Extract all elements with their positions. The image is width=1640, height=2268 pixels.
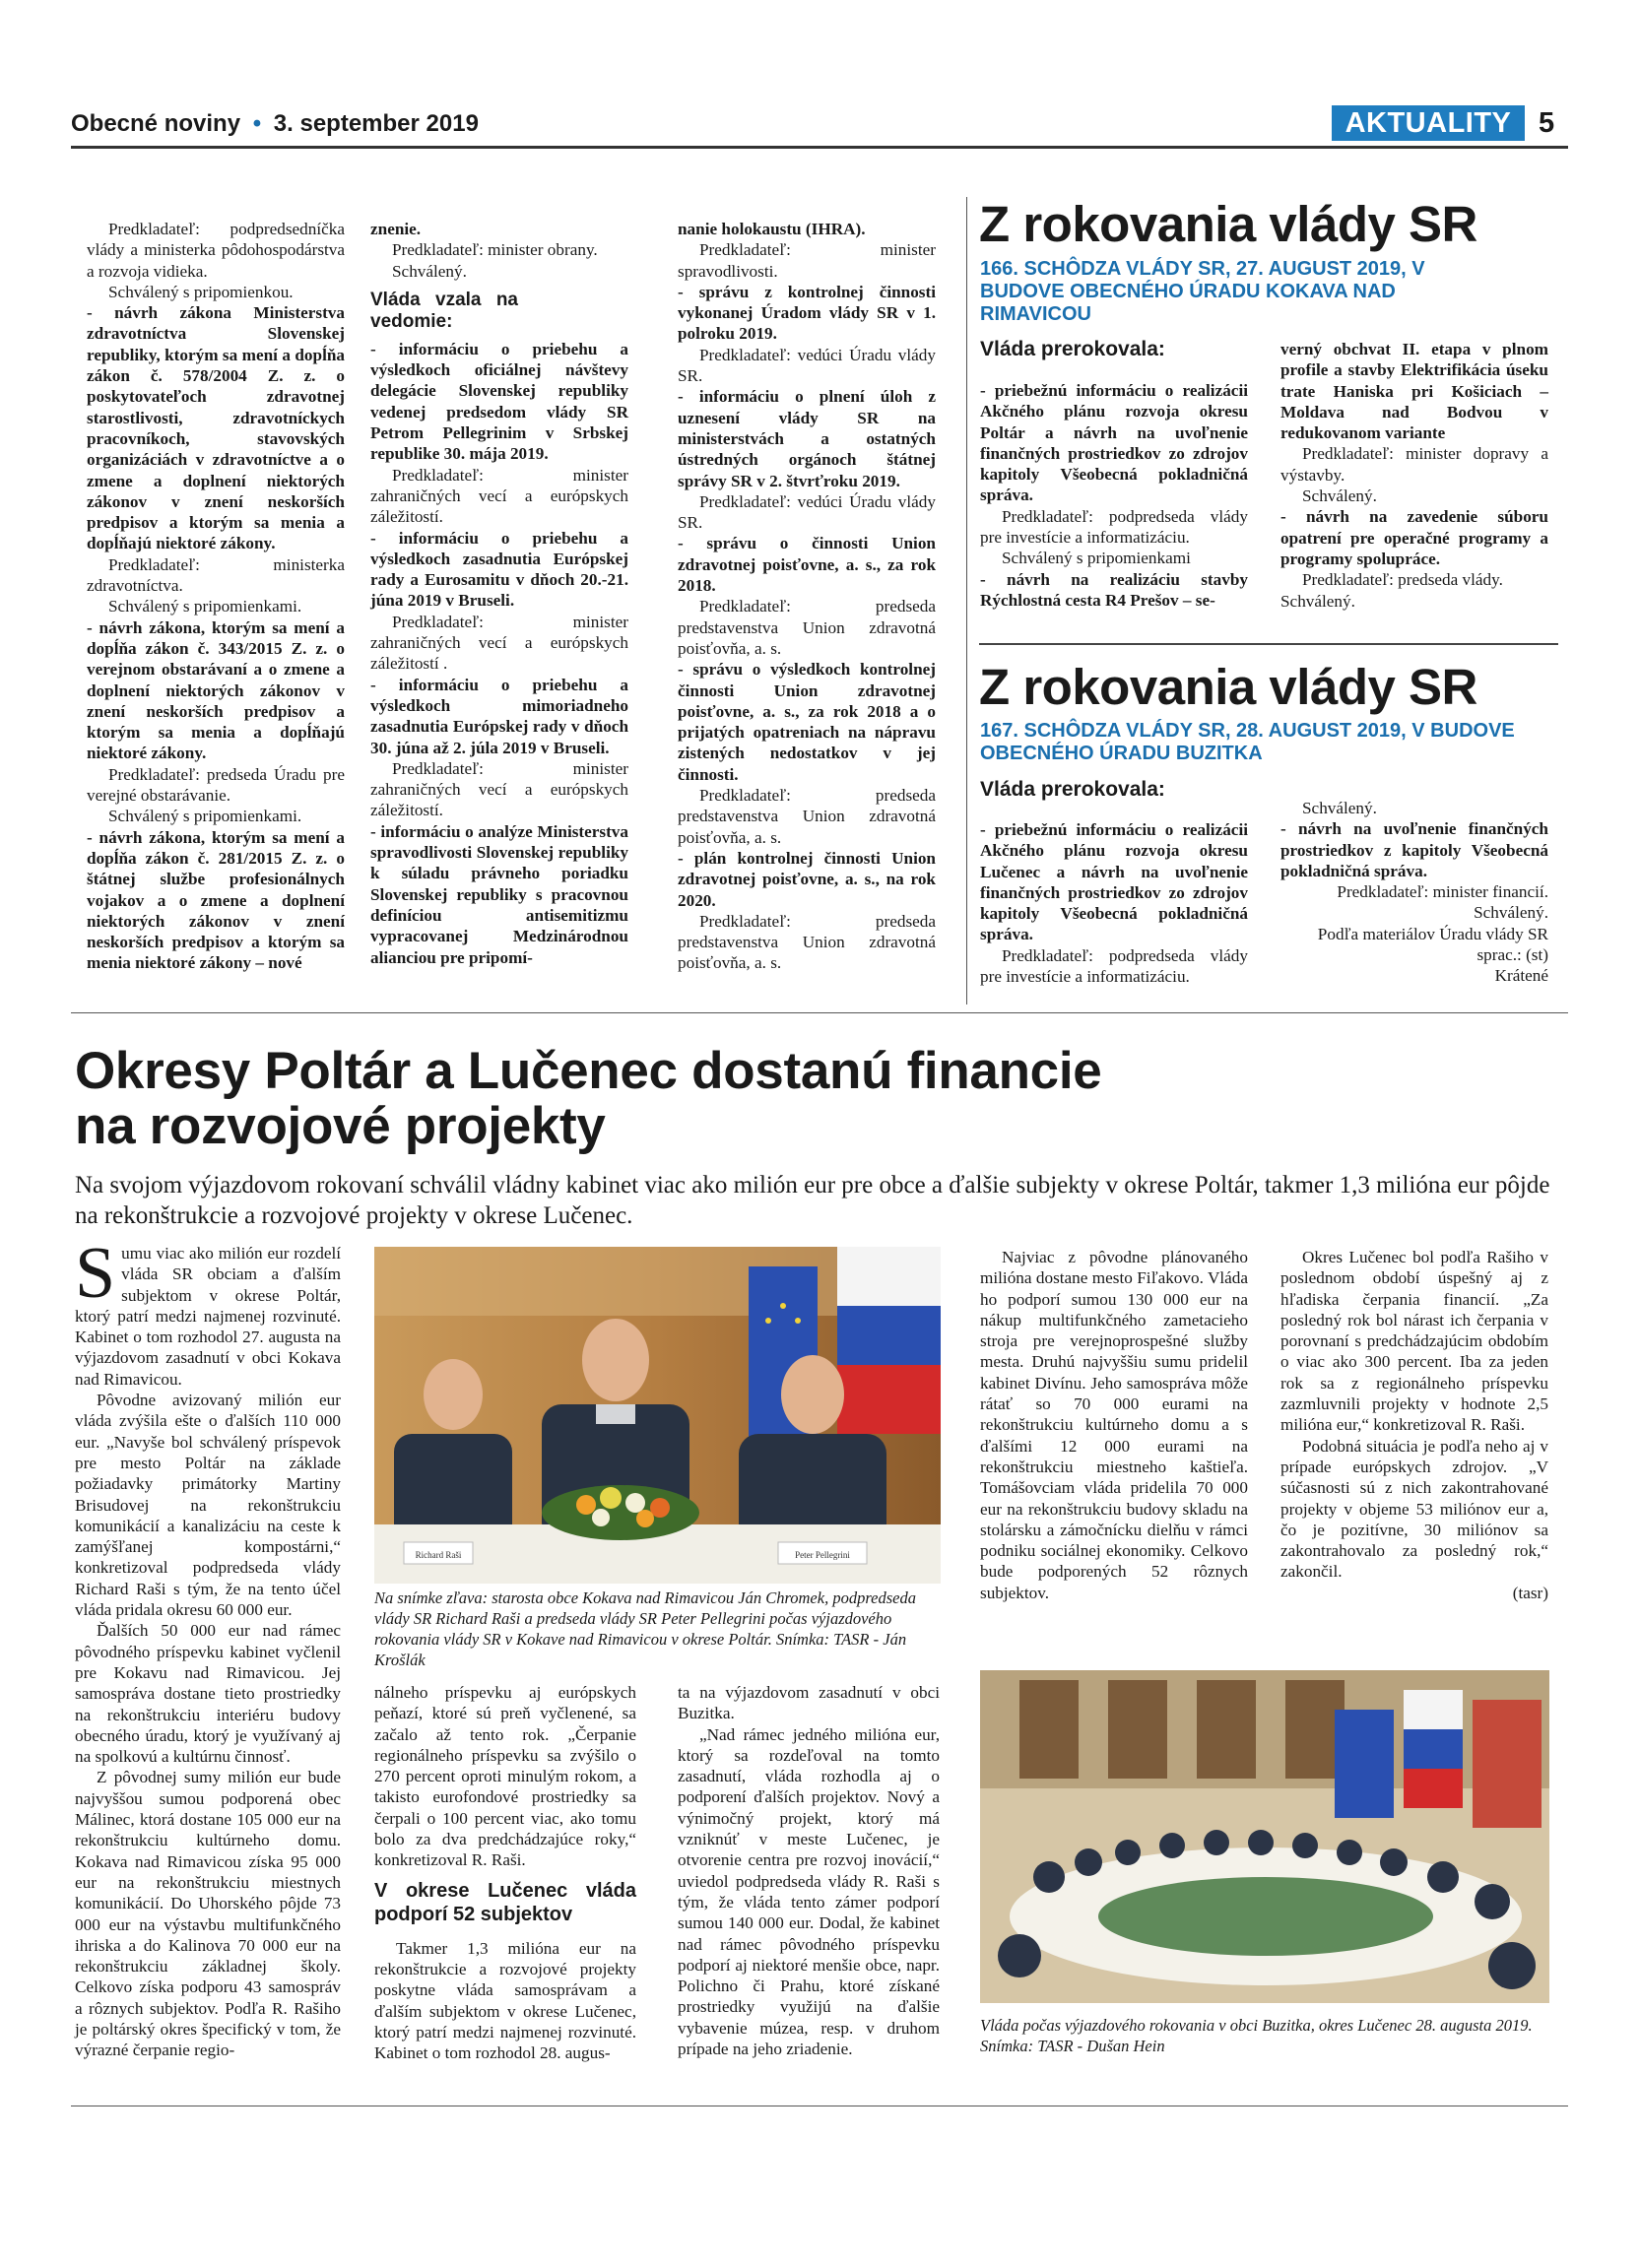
article-top-rule	[71, 1012, 1568, 1013]
page-number: 5	[1539, 107, 1555, 139]
box1-title: Z rokovania vlády SR	[979, 196, 1477, 252]
subheading-vlada-vzala: Vláda vzala na vedomie:	[370, 289, 518, 332]
article-column-4: Najviac z pôvodne plánovaného milióna dostane mesto Fiľakovo. Vláda ho podporí sumou 130 000 eur na nákup multifunkčného zametacieho stroja pre verejnoprospešné služby mesta. Druhú najvyššiu sumu pridelil kabinet Divínu. Jeho samospráva môže rátať so 70 000 eurami na rekonštrukciu kultúrneho domu a s ďalšími 12 000 eurami na rekonštrukciu miestneho kaštieľa. Tomášovciam vláda pridelila 70 000 eur na rekonštrukciu budovy skladu na stolársku a zámočnícku dielňu v rámci podniku sociálnej ekonomiky. Celkovo bude podporených 52 rôznych subjektov.	[980, 1248, 1248, 1602]
box1-column-a: - priebežnú informáciu o realizácii Akčného plánu rozvoja okresu Poltár a návrh na uvoľnenie finančných prostriedkov zo zdrojov kapitoly Všeobecná pokladničná správa. Predkladateľ: podpredseda vlády pre investície a informatizáciu. Schválený s pripomienkami - návrh na realizáciu stavby Rýchlostná cesta R4 Prešov – se-	[980, 381, 1248, 610]
photo2-illustration	[980, 1670, 1549, 2003]
box2-heading: Vláda prerokovala:	[980, 778, 1165, 801]
article-lead: Na svojom výjazdovom rokovaní schválil vládny kabinet viac ako milión eur pre obce a ďalšie subjekty v okrese Poltár, takmer 1,3 milióna eur pôjde na rekonštrukcie a rozvojové projekty v okrese Lučenec.	[75, 1172, 1550, 1229]
photo1-illustration	[374, 1247, 941, 1584]
section-badge: AKTUALITY	[1332, 105, 1525, 141]
article-headline: Okresy Poltár a Lučenec dostanú financie na rozvojové projekty	[75, 1042, 1102, 1155]
separator-dot: •	[252, 110, 262, 137]
article-column-3: ta na výjazdovom zasadnutí v obci Buzitka. „Nad rámec jedného milióna eur, ktorý sa rozdeľoval na tomto zasadnutí, vláda rozhodla aj o podporení ďalších projektov. Nový a výnimočný projekt, ktorý má vzniknúť v meste Lučenec, je otvorenie centra pre rozvoj inovácií,“ uviedol podpredseda vlády R. Raši s tým, že vláda tento zámer podporí sumou 140 000 eur. Dodal, že kabinet nad rámec pôvodného príspevku podporí aj niektoré menšie obce, napr. Polichno či Prahu, ktoré získané prostriedky využijú na ďalšie vybavenie múzea, resp. v druhom prípade na jeho zriadenie.	[678, 1683, 940, 2059]
box1-heading: Vláda prerokovala:	[980, 338, 1165, 360]
box1-column-b: verný obchvat II. etapa v plnom profile a stavby Elektrifikácia úseku trate Haniska pri Košiciach – Moldava nad Bodvou v redukovanom variante Predkladateľ: minister dopravy a výstavby. Schválený. - návrh na zavedenie súboru opatrení pre operačné programy a programy spolupráce. Predkladateľ: predseda vlády. Schválený.	[1280, 340, 1548, 611]
article-column-5: Okres Lučenec bol podľa Rašiho v poslednom období úspešný aj z hľadiska čerpania financií. „Za posledný rok bol nárast ich čerpania v porovnaní s predchádzajúcim obdobím o viac ako 300 percent. Iba za jeden rok sa z regionálneho príspevku zazmluvnili projekty v hodnote 2,5 milióna eur,“ konkretizoval R. Raši. Podobná situácia je podľa neho aj v prípade európskych zdrojov. „V súčasnosti sú z nich zakontrahované projekty v objeme 53 miliónov eur a, čo je pozitívne, 30 miliónov sa zakontrahovalo za posledný rok,“ zakončil. (tasr)	[1280, 1248, 1548, 1602]
dropcap: S	[75, 1233, 116, 1314]
column-3: nanie holokaustu (IHRA). Predkladateľ: minister spravodlivosti. - správu z kontrolnej činnosti vykonanej Úradom vlády SR v 1. polroku 2019. Predkladateľ: vedúci Úradu vlády SR. - informáciu o plnení úloh z uznesení vlády SR na ministerstvách a ostatných ústredných orgánoch štátnej správy SR v 2. štvrťroku 2019. Predkladateľ: vedúci Úradu vlády SR. - správu o činnosti Union zdravotnej poisťovne, a. s., za rok 2018. Predkladateľ: predseda predstavenstva Union zdravotná poisťovňa, a. s. - správu o výsledkoch kontrolnej činnosti Union zdravotnej poisťovne, a. s., za rok 2018 a o prijatých opatreniach na nápravu zistených nedostatkov v jej činnosti. Predkladateľ: predseda predstavenstva Union zdravotná poisťovňa, a. s. - plán kontrolnej činnosti Union zdravotnej poisťovne, a. s., na rok 2020. Predkladateľ: predseda predstavenstva Union zdravotná poisťovňa, a. s.	[678, 220, 936, 973]
box2-column-a: - priebežnú informáciu o realizácii Akčného plánu rozvoja okresu Lučenec a návrh na uvoľnenie finančných prostriedkov zo zdrojov kapitoly Všeobecná pokladničná správa. Predkladateľ: podpredseda vlády pre investície a informatizáciu.	[980, 820, 1248, 987]
issue-date: 3. september 2019	[273, 110, 479, 137]
vertical-divider	[966, 197, 967, 1004]
author-signature: (tasr)	[1512, 1583, 1548, 1602]
box2-column-b: Schválený. - návrh na uvoľnenie finančných prostriedkov z kapitoly Všeobecná pokladničná správa. Predkladateľ: minister financií. Schválený. Podľa materiálov Úradu vlády SR sprac.: (st) Krátené	[1280, 799, 1548, 986]
box2-subtitle: 167. SCHÔDZA VLÁDY SR, 28. AUGUST 2019, V BUDOVE OBECNÉHO ÚRADU BUZITKA	[980, 720, 1515, 764]
photo-government-meeting-buzitka	[980, 1670, 1549, 2003]
masthead	[71, 110, 479, 138]
article-column-1: Sumu viac ako milión eur rozdelí vláda SR obciam a ďalším subjektom v okrese Poltár, ktorý patrí medzi najmenej rozvinuté. Kabinet o tom rozhodol 27. augusta na výjazdovom zasadnutí v obci Kokava nad Rimavicou. Pôvodne avizovaný milión eur vláda zvýšila ešte o ďalších 110 000 eur. „Navyše bol schválený príspevok pre mesto Poltár na základe požiadavky primátorky Martiny Brisudovej na rekonštrukciu komunikácií a kanalizáciu na ceste k zamýšľanej kompostárni,“ konkretizoval podpredseda vlády Richard Raši s tým, že na tento účel vláda pridala okresu 60 000 eur. Ďalších 50 000 eur nad rámec pôvodného príspevku kabinet vyčlenil pre Kokavu nad Rimavicou. Jej samospráva dostane tieto prostriedky na rekonštrukciu interiéru budovy obecného úradu, ktorý je využívaný aj na spolkovú a kultúrnu činnosť. Z pôvodnej sumy milión eur bude najvyššou sumou podporená obec Málinec, ktorá dostane 105 000 eur na rekonštrukciu kultúrneho domu. Kokava nad Rimavicou získa 95 000 eur na rekonštrukciu miestnych komunikácií. Do Uhorského pôjde 73 000 eur na výstavbu multifunkčného ihriska a do Kalinova 70 000 eur na rekonštrukciu základnej školy. Celkovo získa podporu 43 samospráv a rôznych subjektov. Podľa R. Rašiho je poltárský okres špecifický v tom, že výrazné čerpanie regio-	[75, 1233, 341, 2060]
nameplate-rasi: Richard Raši	[415, 1550, 462, 1560]
article-subhead: V okrese Lučenec vláda podporí 52 subjektov	[374, 1879, 636, 1925]
column-2: znenie. Predkladateľ: minister obrany. Schválený. Vláda vzala na vedomie: - informáciu o priebehu a výsledkoch oficiálnej návštevy delegácie Slovenskej republiky vedenej predsedom vlády SR Petrom Pellegrinim v Srbskej republike 30. mája 2019. Predkladateľ: minister zahraničných vecí a európskych záležitostí. - informáciu o priebehu a výsledkoch zasadnutia Európskej rady a Eurosamitu v dňoch 20.-21. júna 2019 v Bruseli. Predkladateľ: minister zahraničných vecí a európskych záležitostí . - informáciu o priebehu a výsledkoch mimoriadneho zasadnutia Európskej rady v dňoch 30. júna až 2. júla 2019 v Bruseli. Predkladateľ: minister zahraničných vecí a európskych záležitostí. - informáciu o analýze Ministerstva spravodlivosti Slovenskej republiky k súladu právneho poriadku Slovenskej republiky s pracovnou definíciou antisemitizmu vypracovanej Medzinárodnou alianciou pre pripomí-	[370, 220, 628, 967]
photo2-caption: Vláda počas výjazdového rokovania v obci Buzitka, okres Lučenec 28. augusta 2019. Snímka: TASR - Dušan Hein	[980, 2016, 1533, 2055]
photo-government-meeting-kokava	[374, 1247, 941, 1584]
article-column-2: nálneho príspevku aj európskych peňazí, ktoré sú preň vyčlenené, sa začalo až tento rok. „Čerpanie regionálneho príspevku sa zvýšilo o 270 percent oproti minulým rokom, a takisto eurofondové prostriedky sa čerpali o 100 percent viac, ako tomu bolo za dva predchádzajúce roky,“ konkretizoval R. Raši. V okrese Lučenec vláda podporí 52 subjektov Takmer 1,3 milióna eur na rekonštrukcie a rozvojové projekty poskytne vláda samosprávam a ďalším subjektom v okrese Lučenec, ktorý patrí medzi najmenej rozvinuté. Kabinet o tom rozhodol 28. augus-	[374, 1683, 636, 2063]
photo1-caption: Na snímke zľava: starosta obce Kokava nad Rimavicou Ján Chromek, podpredseda vlády SR Richard Raši a predseda vlády SR Peter Pellegrini počas výjazdového rokovania vlády SR v Kokave nad Rimavicou v okrese Poltár. Snímka: TASR - Ján Krošlák	[374, 1588, 916, 1669]
publication-name: Obecné noviny	[71, 110, 241, 137]
box1-subtitle: 166. SCHÔDZA VLÁDY SR, 27. AUGUST 2019, V BUDOVE OBECNÉHO ÚRADU KOKAVA NAD RIMAVICOU	[980, 258, 1425, 325]
box-separator	[979, 643, 1558, 645]
nameplate-pellegrini: Peter Pellegrini	[795, 1550, 850, 1560]
header-rule	[71, 146, 1568, 149]
column-1: Predkladateľ: podpredsedníčka vlády a ministerka pôdohospodárstva a rozvoja vidieka. Schválený s pripomienkou. - návrh zákona Ministerstva zdravotníctva Slovenskej republiky, ktorým sa mení a dopĺňa zákon č. 578/2004 Z. z. o poskytovateľoch zdravotnej starostlivosti, zdravotníckych pracovníkoch, stavovských organizáciách v zdravotníctve a o zmene a doplnení niektorých zákonov v znení neskorších predpisov a ktorým sa menia a dopĺňajú niektoré zákony. Predkladateľ: ministerka zdravotníctva. Schválený s pripomienkami. - návrh zákona, ktorým sa mení a dopĺňa zákon č. 343/2015 Z. z. o verejnom obstarávaní a o zmene a doplnení niektorých zákonov v znení neskorších predpisov a ktorým sa menia a dopĺňajú niektoré zákony. Predkladateľ: predseda Úradu pre verejné obstarávanie. Schválený s pripomienkami. - návrh zákona, ktorým sa mení a dopĺňa zákon č. 281/2015 Z. z. o štátnej službe profesionálnych vojakov a o zmene a doplnení niektorých zákonov v znení neskorších predpisov a ktorým sa menia niektoré zákony – nové	[87, 220, 345, 973]
box2-title: Z rokovania vlády SR	[979, 659, 1477, 715]
